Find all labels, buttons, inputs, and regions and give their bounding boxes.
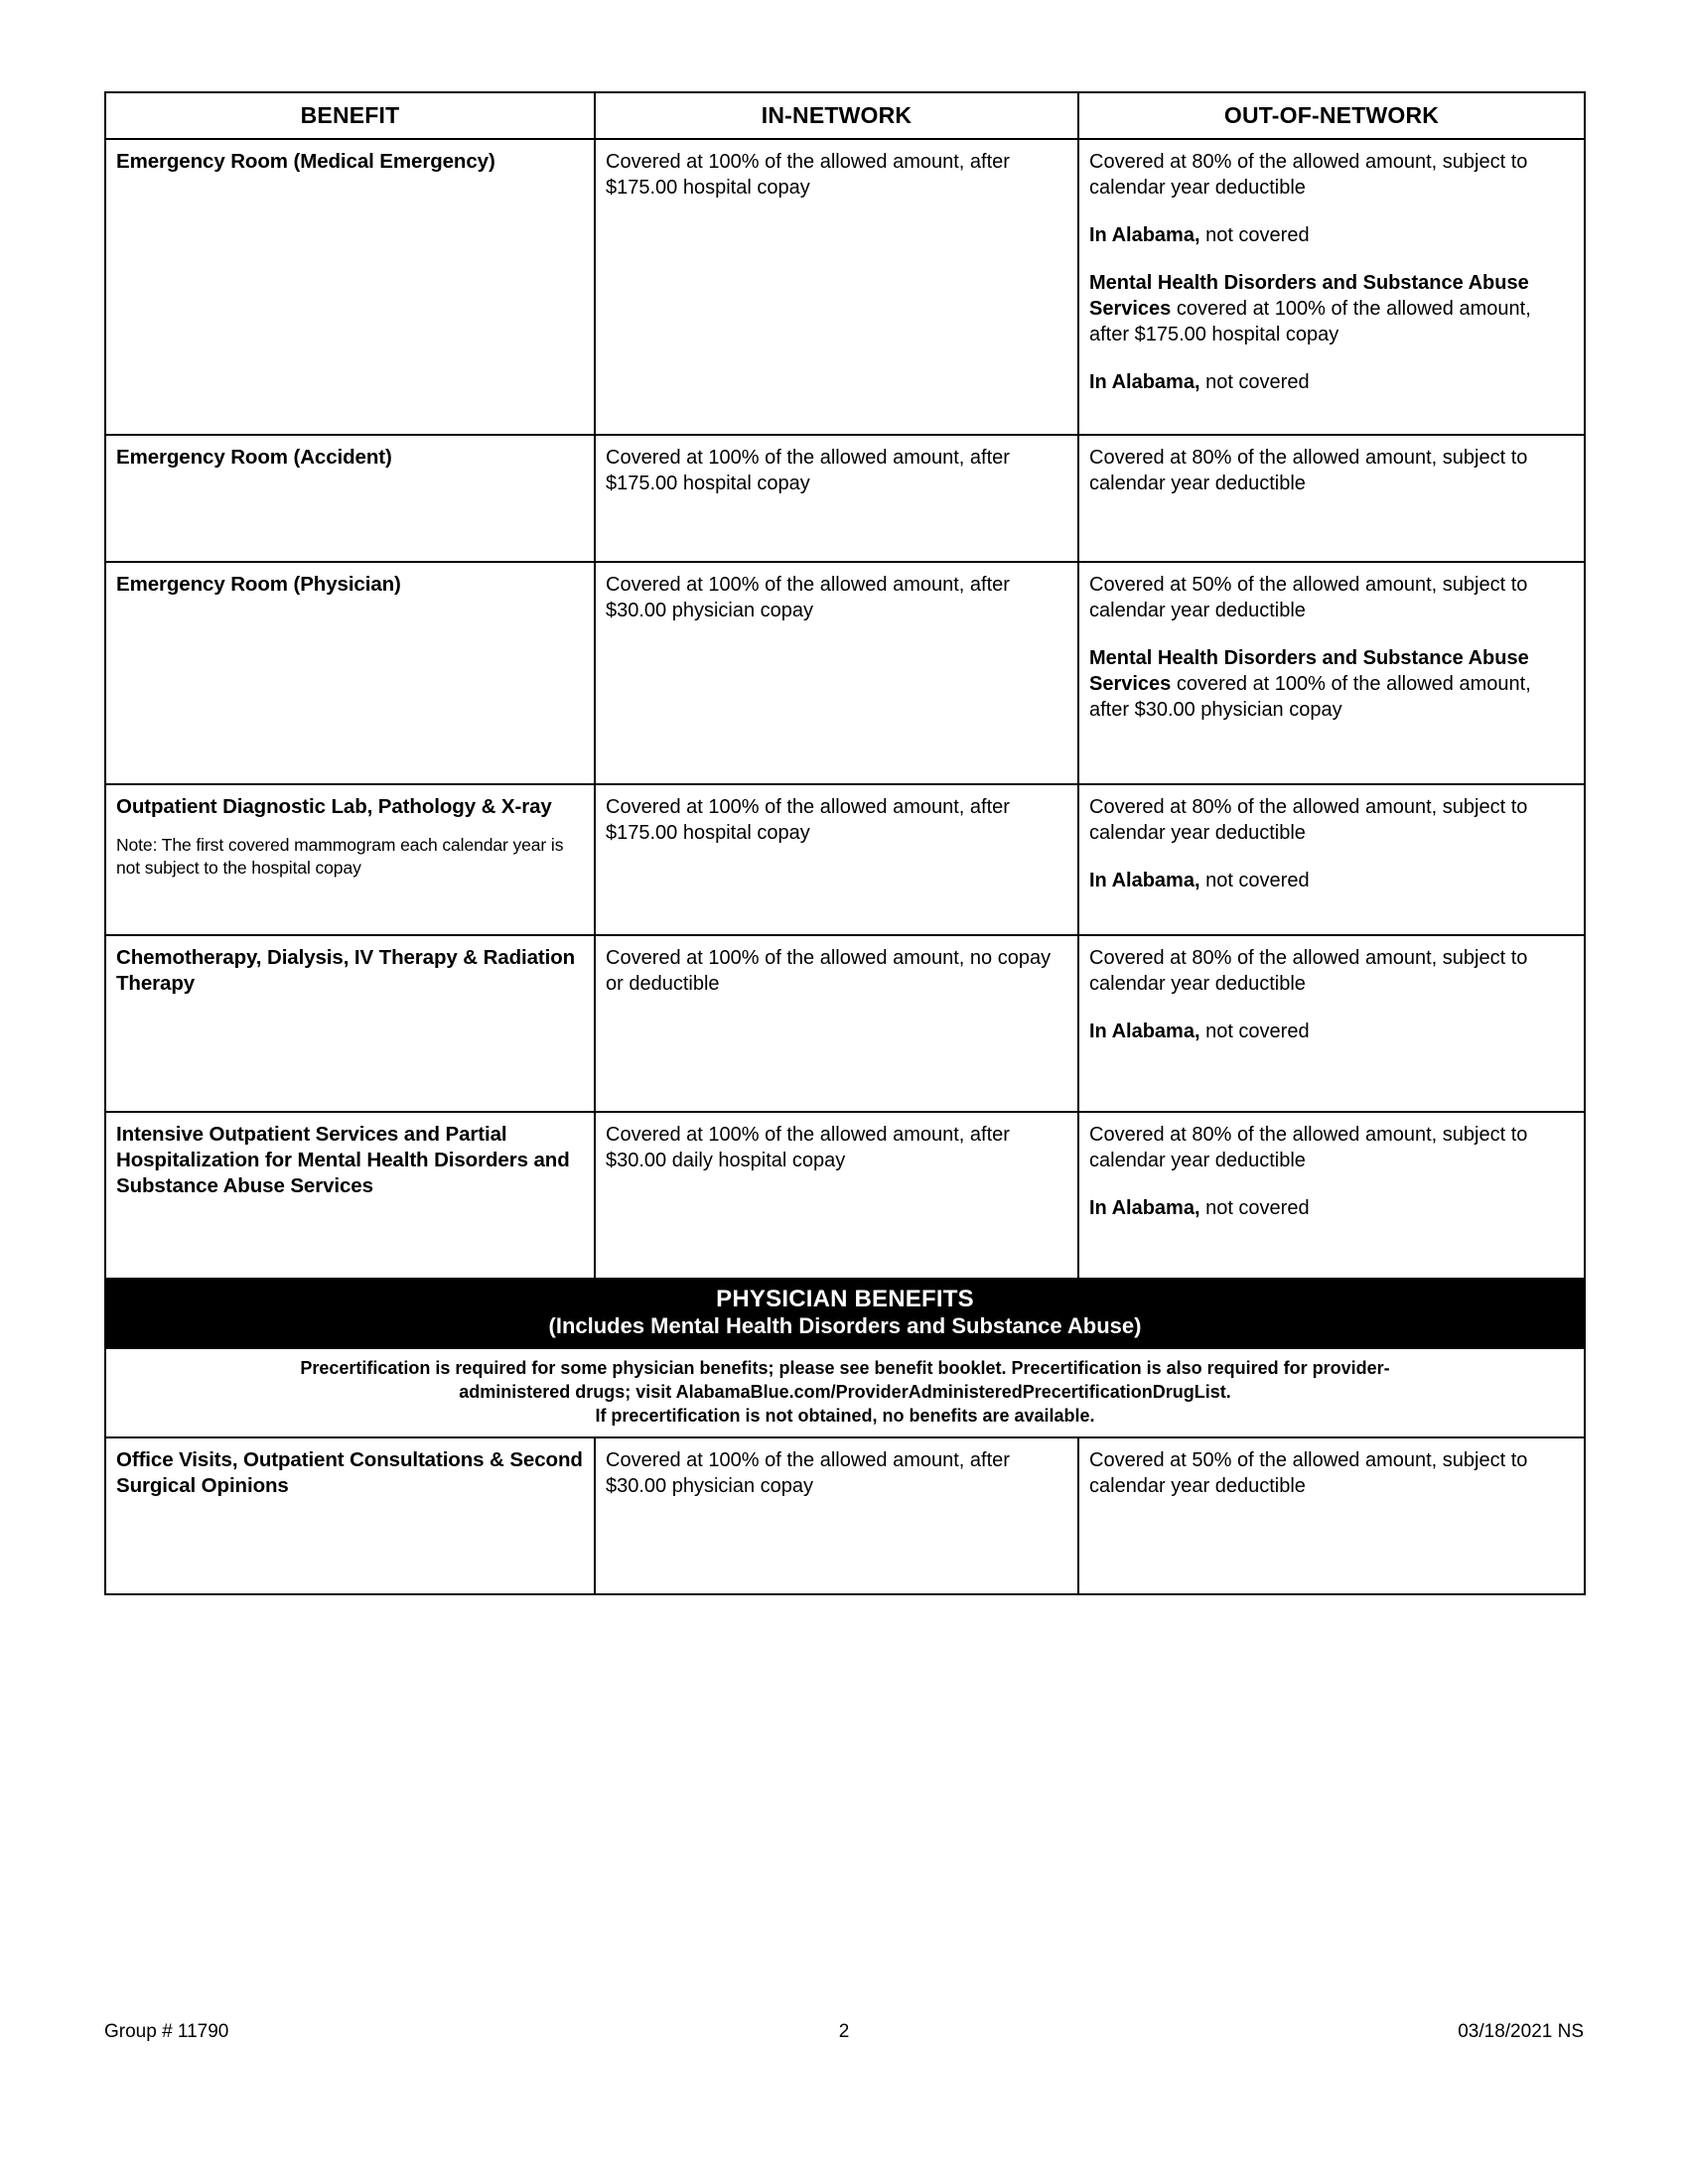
- in-network-text: Covered at 100% of the allowed amount, after $30.00 physician copay: [606, 574, 1010, 621]
- in-network-text: Covered at 100% of the allowed amount, no copay or deductible: [606, 947, 1052, 995]
- out-of-network-mental-health-note: [1089, 645, 1574, 723]
- in-network-cell: [595, 139, 1078, 435]
- in-network-cell: [595, 784, 1078, 935]
- table-row: [105, 562, 1585, 784]
- out-of-network-alabama-note: [1089, 1195, 1574, 1221]
- section-banner-row: [105, 1279, 1585, 1348]
- out-of-network-cell: [1078, 435, 1585, 562]
- alabama-text: not covered: [1199, 1197, 1310, 1219]
- column-header-out-of-network: OUT-OF-NETWORK: [1078, 92, 1585, 139]
- benefit-label: Outpatient Diagnostic Lab, Pathology & X-ray: [116, 795, 552, 818]
- out-of-network-cell: [1078, 1112, 1585, 1279]
- alabama-label-2: In Alabama,: [1089, 371, 1200, 393]
- alabama-text: not covered: [1199, 224, 1310, 246]
- table-row: [105, 935, 1585, 1112]
- benefit-name-cell: [105, 935, 595, 1112]
- in-network-cell: [595, 435, 1078, 562]
- in-network-text: Covered at 100% of the allowed amount, after $175.00 hospital copay: [606, 151, 1010, 199]
- table-header-row: [105, 92, 1585, 139]
- in-network-cell: [595, 562, 1078, 784]
- out-of-network-text: Covered at 80% of the allowed amount, subject to calendar year deductible: [1089, 947, 1528, 995]
- alabama-text: not covered: [1199, 1021, 1310, 1042]
- column-header-in-network: IN-NETWORK: [595, 92, 1078, 139]
- benefit-note: Note: The first covered mammogram each calendar year is not subject to the hospital copay: [116, 835, 564, 878]
- in-network-cell: [595, 1112, 1078, 1279]
- benefit-label: Office Visits, Outpatient Consultations & Second Surgical Opinions: [116, 1447, 583, 1498]
- in-network-cell: [595, 935, 1078, 1112]
- precert-line-3: If precertification is not obtained, no benefits are available.: [595, 1405, 1095, 1426]
- out-of-network-alabama-note-2: [1089, 369, 1574, 395]
- benefits-table: [104, 91, 1586, 1595]
- mental-health-text: covered at 100% of the allowed amount, after $175.00 hospital copay: [1089, 298, 1531, 345]
- precert-line-1: Precertification is required for some physician benefits; please see benefit booklet. Precertification is also required for provider-: [300, 1358, 1390, 1379]
- table-row: [105, 784, 1585, 935]
- precertification-note-row: [105, 1348, 1585, 1437]
- alabama-label: In Alabama,: [1089, 1197, 1200, 1219]
- out-of-network-cell: [1078, 935, 1585, 1112]
- out-of-network-cell: [1078, 1437, 1585, 1594]
- out-of-network-cell: [1078, 139, 1585, 435]
- alabama-label: In Alabama,: [1089, 870, 1200, 891]
- benefit-label: Emergency Room (Physician): [116, 573, 401, 596]
- benefit-label: Emergency Room (Medical Emergency): [116, 150, 495, 173]
- table-row: [105, 139, 1585, 435]
- mental-health-label: Mental Health Disorders and Substance Abuse Services: [1089, 272, 1529, 320]
- in-network-text: Covered at 100% of the allowed amount, after $30.00 daily hospital copay: [606, 1124, 1010, 1171]
- footer-page-number: 2: [838, 2021, 850, 2042]
- alabama-label: In Alabama,: [1089, 1021, 1200, 1042]
- table-row: [105, 435, 1585, 562]
- out-of-network-text: Covered at 80% of the allowed amount, subject to calendar year deductible: [1089, 796, 1528, 844]
- out-of-network-text: Covered at 80% of the allowed amount, subject to calendar year deductible: [1089, 1124, 1528, 1171]
- out-of-network-alabama-note: [1089, 1019, 1574, 1044]
- in-network-cell: [595, 1437, 1078, 1594]
- precert-line-2: administered drugs; visit AlabamaBlue.com/ProviderAdministeredPrecertificationDrugList.: [459, 1382, 1231, 1403]
- benefit-name-cell: [105, 435, 595, 562]
- in-network-text: Covered at 100% of the allowed amount, after $30.00 physician copay: [606, 1448, 1010, 1497]
- benefit-label: Emergency Room (Accident): [116, 446, 392, 469]
- alabama-text: not covered: [1199, 870, 1310, 891]
- out-of-network-text: Covered at 50% of the allowed amount, subject to calendar year deductible: [1089, 574, 1528, 621]
- section-banner-cell: [105, 1279, 1585, 1348]
- out-of-network-alabama-note: [1089, 868, 1574, 893]
- precertification-note-cell: [105, 1348, 1585, 1437]
- out-of-network-text: Covered at 50% of the allowed amount, subject to calendar year deductible: [1089, 1448, 1528, 1497]
- table-row: [105, 1437, 1585, 1594]
- alabama-text-2: not covered: [1199, 371, 1310, 393]
- section-banner-title: PHYSICIAN BENEFITS: [716, 1286, 974, 1312]
- mental-health-text: covered at 100% of the allowed amount, after $30.00 physician copay: [1089, 673, 1531, 721]
- table-row: [105, 1112, 1585, 1279]
- footer-revision-date: 03/18/2021 NS: [1458, 2021, 1584, 2042]
- out-of-network-mental-health-note: [1089, 270, 1574, 347]
- out-of-network-text: Covered at 80% of the allowed amount, subject to calendar year deductible: [1089, 447, 1528, 494]
- benefit-name-cell: [105, 139, 595, 435]
- alabama-label: In Alabama,: [1089, 224, 1200, 246]
- benefit-label: Chemotherapy, Dialysis, IV Therapy & Radiation Therapy: [116, 946, 576, 996]
- benefit-name-cell: [105, 784, 595, 935]
- benefit-label: Intensive Outpatient Services and Partial Hospitalization for Mental Health Disorders and Substance Abuse Services: [116, 1123, 570, 1198]
- out-of-network-alabama-note: [1089, 222, 1574, 248]
- in-network-text: Covered at 100% of the allowed amount, after $175.00 hospital copay: [606, 447, 1010, 494]
- out-of-network-text: Covered at 80% of the allowed amount, subject to calendar year deductible: [1089, 151, 1528, 199]
- column-header-benefit: BENEFIT: [105, 92, 595, 139]
- benefit-name-cell: [105, 562, 595, 784]
- benefit-name-cell: [105, 1112, 595, 1279]
- benefits-table-wrapper: [104, 91, 1584, 1595]
- in-network-text: Covered at 100% of the allowed amount, after $175.00 hospital copay: [606, 796, 1010, 844]
- benefit-name-cell: [105, 1437, 595, 1594]
- section-banner-subtitle: (Includes Mental Health Disorders and Substance Abuse): [548, 1313, 1142, 1339]
- mental-health-label: Mental Health Disorders and Substance Abuse Services: [1089, 647, 1529, 695]
- footer-group-number: Group # 11790: [104, 2021, 229, 2042]
- out-of-network-cell: [1078, 784, 1585, 935]
- out-of-network-cell: [1078, 562, 1585, 784]
